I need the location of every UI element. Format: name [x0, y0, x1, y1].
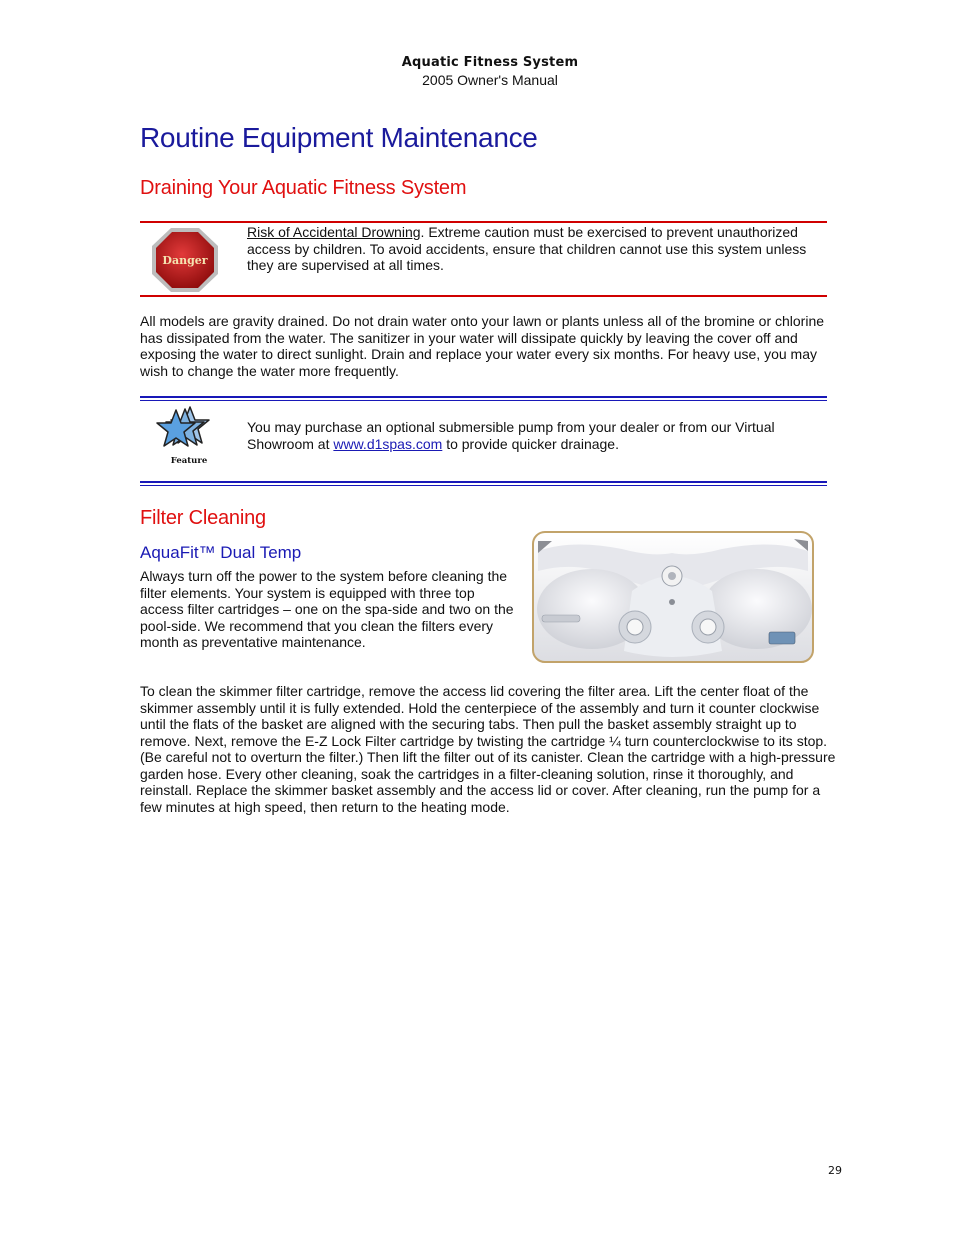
danger-notice: Risk of Accidental Drowning. Extreme caution must be exercised to prevent unauthorized access by children. To avoid accidents, ensure that children cannot use this system unless they are supervised at all times. [247, 224, 807, 273]
d1spas-link[interactable]: www.d1spas.com [333, 435, 443, 452]
danger-lead: Risk of Accidental Drowning [247, 224, 421, 240]
aquafit-subheading: AquaFit™ Dual Temp [140, 543, 302, 562]
feature-notice: You may purchase an optional submersible pump from your dealer or from our Virtual Showroom at www.d1spas.com to provide quicker drainage. [247, 419, 775, 452]
manual-title: Aquatic Fitness System [401, 55, 579, 70]
danger-text: Extreme caution must be exercised to prevent unauthorized access by children. To avoid accidents, ensure that children cannot use this system unless they are supervised at all times. [247, 224, 807, 273]
manual-subtitle: 2005 Owner's Manual [422, 72, 558, 88]
filter-intro: Always turn off the power to the system before cleaning the filter elements. Your system is equipped with three top access filter cartridges – one on the spa-side and two on the pool-side. We recommend that you clean the filters every month as preventative maintenance. [140, 568, 514, 650]
draining-heading: Draining Your Aquatic Fitness System [140, 177, 467, 199]
danger-rule-top [140, 221, 827, 223]
feature-rule-top [140, 396, 827, 401]
danger-rule-bottom [140, 295, 827, 297]
page-number: 29 [828, 1164, 842, 1177]
spa-filter-photo [532, 531, 814, 663]
feature-star-icon [152, 404, 222, 468]
danger-icon-label: Danger [162, 254, 208, 267]
danger-icon [150, 226, 220, 294]
feature-rule-bottom [140, 481, 827, 486]
draining-paragraph: All models are gravity drained. Do not drain water onto your lawn or plants unless all of the bromine or chlorine has dissipated from the water. The sanitizer in your water will dissipate quickly by leaving the cover off and exposing the water to direct sunlight. Drain and replace your water every six months. For heavy use, you may wish to change the water more frequently. [140, 313, 825, 379]
page-title: Routine Equipment Maintenance [140, 122, 538, 153]
filter-cleaning-paragraph: To clean the skimmer filter cartridge, remove the access lid covering the filter area. Lift the center float of the skimmer assembly until it is fully extended. Hold the centerpiece of the assembly and turn it counter clockwise until the flats of the basket are aligned with the securing tabs. Then pull the basket assembly straight up to remove. Next, remove the E-Z Lock Filter cartridge by twisting the cartridge ¼ turn counterclockwise to its stop. (Be careful not to overturn the filter.) Then lift the filter out of its canister. Clean the cartridge with a high-pressure garden hose. Every other cleaning, soak the cartridges in a filter-cleaning solution, rinse it thoroughly, and reinstall. Replace the skimmer basket assembly and the access lid or cover. After cleaning, run the pump for a few minutes at high speed, then return to the heating mode. [140, 683, 836, 815]
filter-heading: Filter Cleaning [140, 507, 266, 529]
feature-icon-label: Feature [170, 456, 208, 466]
